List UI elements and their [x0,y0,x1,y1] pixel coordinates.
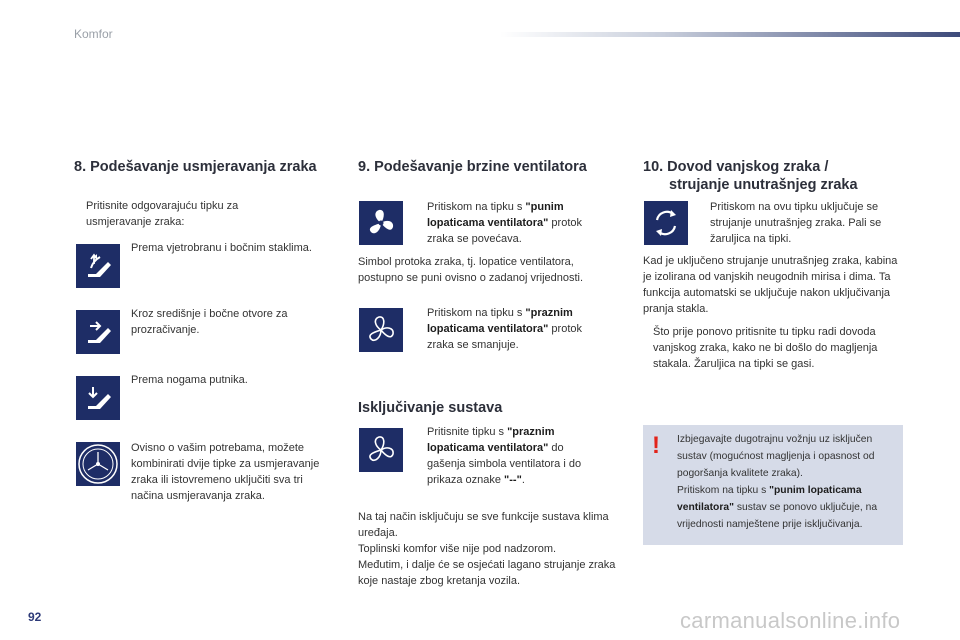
footwell-air-icon [76,376,120,420]
combined-air-dial-icon [76,442,120,486]
fan-empty-icon [359,308,403,352]
chapter-title: Komfor [74,27,113,41]
page-number: 92 [28,610,42,624]
vent-air-icon [76,310,120,354]
watermark: carmanualsonline.info [680,608,901,633]
intro-text: Pritisnite odgovarajuću tipku za usmjeravanje zraka: [86,200,239,228]
switch-off-text: Na taj način isključuju se sve funkcije sustava klima uređaja. Toplinski komfor više nije pod nadzorom. Međutim, i dalje će se osjećati lagano strujanje zraka koje nastaje zbog kretanja vozila. [358,511,616,587]
fan-full-text: Pritiskom na tipku s "punim lopaticama ventilatora" protok zraka se povećava. [427,201,583,245]
recirculation-asap: Što prije ponovo pritisnite tu tipku radi dovoda vanjskog zraka, kako ne bi došlo do magljenja stakala. Žaruljica na tipki se gasi. [653,326,878,370]
switch-off-title: Isključivanje sustava [358,400,503,416]
recirculation-icon [644,201,688,245]
fan-empty-text: Pritiskom na tipku s "praznim lopaticama ventilatora" protok zraka se smanjuje. [427,307,583,351]
footwell-text: Prema nogama putnika. [131,374,248,386]
vent-text: Kroz središnje i bočne otvore za prozračivanje. [131,308,288,336]
fan-off-icon [359,428,403,472]
windscreen-air-icon [76,244,120,288]
fan-off-text: Pritisnite tipku s "praznim lopaticama ventilatora" do gašenja simbola ventilatora i do prikaza oznake "--". [427,426,582,486]
section-9-title: 9. Podešavanje brzine ventilatora [358,159,587,175]
warning-exclamation-icon: ! [652,432,660,459]
section-10-title: 10. Dovod vanjskog zraka / strujanje unutrašnjeg zraka [643,159,858,193]
windscreen-text: Prema vjetrobranu i bočnim staklima. [131,242,312,254]
section-8-title: 8. Podešavanje usmjeravanja zraka [74,159,317,175]
header-gradient-bar [500,32,960,37]
recirculation-para: Kad je uključeno strujanje unutrašnjeg zraka, kabina je izolirana od vanjskih neugodnih mirisa i dima. Ta funkcija automatski se uključuje nakon uključivanja pranja stakla. [643,255,898,315]
recirculation-text: Pritiskom na ovu tipku uključuje se strujanje unutrašnjeg zraka. Pali se žaruljica na tipki. [710,201,882,245]
combined-text: Ovisno o vašim potrebama, možete kombinirati dvije tipke za usmjeravanje zraka ili istovremeno uključiti sva tri načina usmjeravanja zraka. [131,442,320,502]
section-8-intro [74,198,304,230]
fan-full-icon [359,201,403,245]
fan-symbol-text: Simbol protoka zraka, tj. lopatice ventilatora, postupno se puni ovisno o zadanoj vrijednosti. [358,256,584,284]
warning-text: Izbjegavajte dugotrajnu vožnju uz isključen sustav (mogućnost magljenja i opasnost od pogoršanja kvalitete zraka). Pritiskom na tipku s "punim lopaticama ventilatora" sustav se ponovo uključuje, na vrijednosti namještene prije isključivanja. [677,434,878,530]
